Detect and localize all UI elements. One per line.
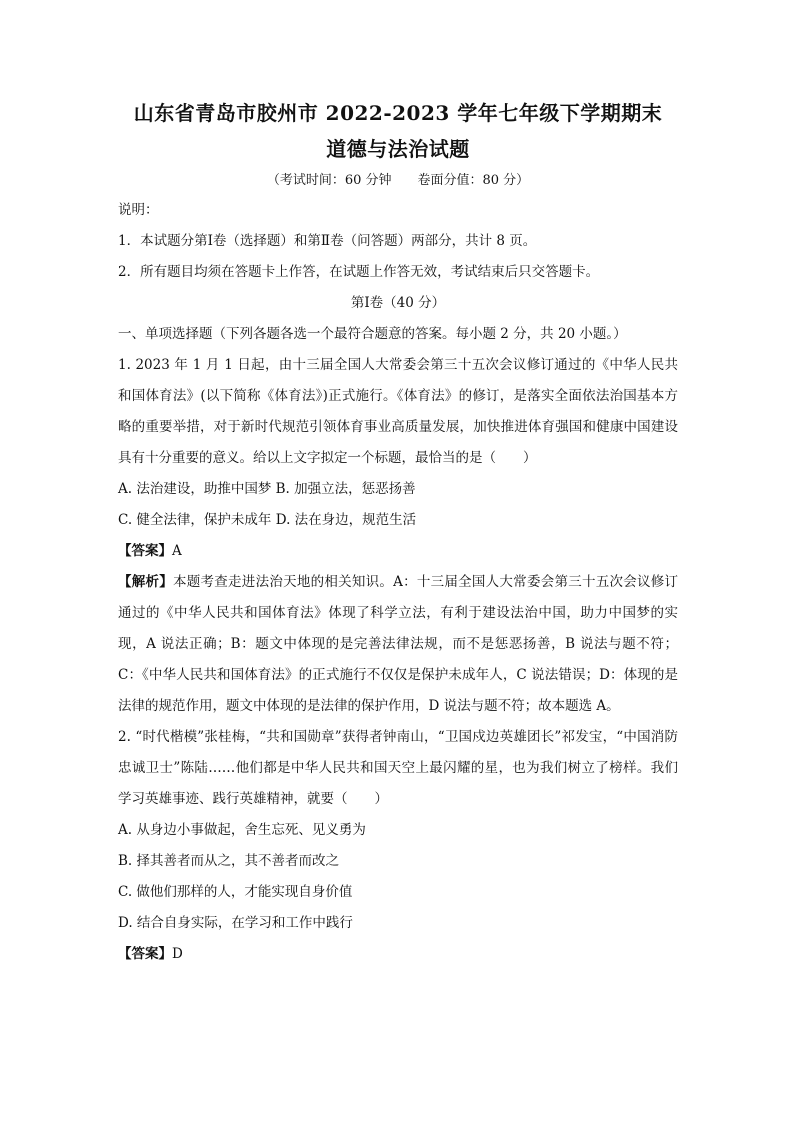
question-1-options-row-2: C. 健全法律，保护未成年 D. 法在身边，规范生活 bbox=[118, 512, 417, 528]
note-item-2: 2．所有题目均须在答题卡上作答，在试题上作答无效，考试结束后只交答题卡。 bbox=[118, 264, 600, 280]
question-2-option-a: A. 从身边小事做起，舍生忘死、见义勇为 bbox=[118, 822, 366, 838]
notes-label: 说明： bbox=[118, 202, 159, 218]
question-1-options-row-1: A. 法治建设，助推中国梦 B. 加强立法，惩恶扬善 bbox=[118, 481, 416, 497]
section-heading: 第Ⅰ卷（40 分） bbox=[350, 295, 446, 311]
question-1-stem: 1. 2023 年 1 月 1 日起，由十三届全国人大常委会第三十五次会议修订通过的《中华人民共和国体育法》(以下简称《体育法》)正式施行。《体育法》的修订，是落实全面依法治国基本方略的重要举措，对于新时代规范引领体育事业高质量发展，加快推进体育强国和健康中国建设具有十分重要的意义。给以上文字拟定一个标题，最恰当的是（ ） bbox=[118, 357, 678, 466]
question-2-option-b: B. 择其善者而从之，其不善者而改之 bbox=[118, 853, 340, 869]
analysis-label: 【解析】 bbox=[118, 574, 174, 590]
exam-page bbox=[118, 100, 678, 970]
question-1-analysis bbox=[118, 567, 678, 722]
question-2-option-c: C. 做他们那样的人，才能实现自身价值 bbox=[118, 884, 353, 900]
note-item-1: 1．本试题分第Ⅰ卷（选择题）和第Ⅱ卷（问答题）两部分，共计 8 页。 bbox=[118, 233, 537, 249]
exam-title-line1: 山东省青岛市胶州市 2022-2023 学年七年级下学期期末 bbox=[133, 101, 663, 125]
answer-value: A bbox=[172, 543, 182, 559]
analysis-text: 本题考查走进法治天地的相关知识。A：十三届全国人大常委会第三十五次会议修订通过的《中华人民共和国体育法》体现了科学立法，有利于建设法治中国，助力中国梦的实现，A 说法正确；B：题文中体现的是完善法律法规，而不是惩恶扬善，B 说法与题不符；C：《中华人民共和国体育法》的正式施行不仅仅是保护未成年人，C 说法错误；D：体现的是法律的规范作用，题文中体现的是法律的保护作用，D 说法与题不符；故本题选 A。 bbox=[118, 574, 679, 714]
question-2-answer bbox=[118, 939, 678, 970]
question-2-stem: 2. “时代楷模”张桂梅，“共和国勋章”获得者钟南山，“卫国戍边英雄团长”祁发宝，“中国消防忠诚卫士”陈陆……他们都是中华人民共和国天空上最闪耀的星，也为我们树立了榜样。我们学习英雄事迹、践行英雄精神，就要（ ） bbox=[118, 729, 678, 807]
section-instructions: 一、单项选择题（下列各题各选一个最符合题意的答案。每小题 2 分，共 20 小题。） bbox=[118, 326, 627, 342]
exam-info: （考试时间：60 分钟 卷面分值：80 分） bbox=[266, 173, 530, 188]
question-1-answer bbox=[118, 536, 678, 567]
exam-title-line2: 道德与法治试题 bbox=[326, 137, 470, 161]
answer-label: 【答案】 bbox=[118, 543, 172, 559]
answer-value: D bbox=[172, 946, 183, 962]
question-2-option-d: D. 结合自身实际，在学习和工作中践行 bbox=[118, 915, 353, 931]
answer-label: 【答案】 bbox=[118, 946, 172, 962]
